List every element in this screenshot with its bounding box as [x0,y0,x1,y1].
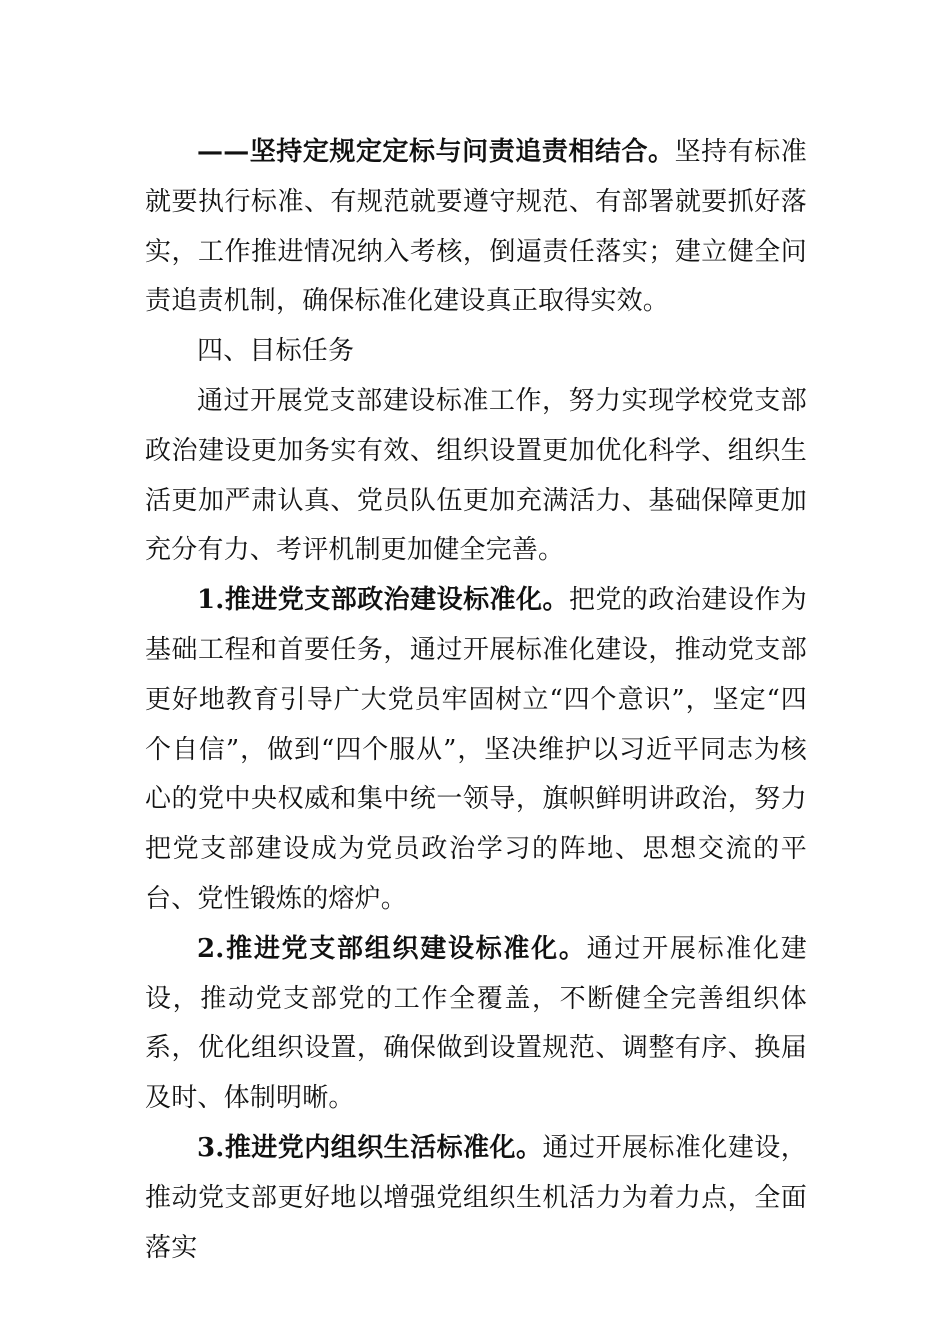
section-heading-text: 四、目标任务 [197,336,355,367]
paragraph-task-3 [145,1124,807,1273]
paragraph-task-1 [145,576,807,925]
section-heading-goals [145,327,807,377]
document-body [145,128,807,1273]
paragraph-lead: ——坚持定规定定标与问责追责相结合。 [197,137,675,167]
paragraph-text: 通过开展标准化建设，推动党支部更好地以增强党组织生机活力为着力点，全面落实 [145,1132,807,1263]
paragraph-lead: 2.推进党支部组织建设标准化。 [197,933,587,964]
paragraph-text: 通过开展党支部建设标准工作，努力实现学校党支部政治建设更加务实有效、组织设置更加优化科学、组织生活更加严肃认真、党员队伍更加充满活力、基础保障更加充分有力、考评机制更加健全完善。 [145,385,807,566]
paragraph-lead: 1.推进党支部政治建设标准化。 [197,585,569,616]
paragraph-task-2 [145,925,807,1124]
paragraph-text: 坚持有标准就要执行标准、有规范就要遵守规范、有部署就要抓好落实，工作推进情况纳入考核，倒逼责任落实；建立健全问责追责机制，确保标准化建设真正取得实效。 [145,137,807,317]
paragraph-text: 通过开展标准化建设，推动党支部党的工作全覆盖，不断健全完善组织体系，优化组织设置，确保做到设置规范、调整有序、换届及时、体制明晰。 [145,933,807,1114]
paragraph-goals-intro [145,377,807,576]
paragraph-lead: 3.推进党内组织生活标准化。 [197,1132,543,1163]
paragraph-principle-accountability [145,128,807,327]
paragraph-text: 把党的政治建设作为基础工程和首要任务，通过开展标准化建设，推动党支部更好地教育引导广大党员牢固树立“四个意识”，坚定“四个自信”，做到“四个服从”，坚决维护以习近平同志为核心的党中央权威和集中统一领导，旗帜鲜明讲政治，努力把党支部建设成为党员政治学习的阵地、思想交流的平台、党性锻炼的熔炉。 [145,585,807,914]
